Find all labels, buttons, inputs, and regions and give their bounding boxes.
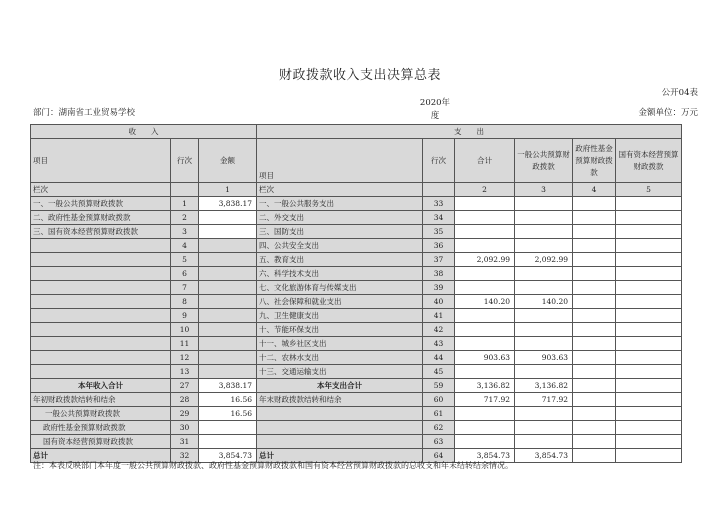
income-line-no: 11 — [171, 337, 199, 351]
gov-fund-amount — [573, 379, 616, 393]
income-item — [31, 253, 171, 267]
general-budget-amount — [515, 407, 573, 421]
income-line-no: 2 — [171, 211, 199, 225]
income-line-no: 29 — [171, 407, 199, 421]
income-item-header: 项目 — [31, 139, 171, 183]
footnote: 注：本表反映部门本年度一般公共预算财政拨款、政府性基金预算财政拨款和国有资本经营预算财政拨款的总收支和年末结转结余情况。 — [33, 461, 513, 470]
state-capital-amount — [616, 267, 682, 281]
state-capital-amount — [616, 379, 682, 393]
gov-fund-amount — [573, 239, 616, 253]
general-budget-header: 一般公共预算财政拨款 — [515, 139, 573, 183]
expense-item: 年末财政拨款结转和结余 — [257, 393, 423, 407]
income-line-no: 9 — [171, 309, 199, 323]
income-item — [31, 267, 171, 281]
income-item: 二、政府性基金预算财政拨款 — [31, 211, 171, 225]
state-capital-amount — [616, 351, 682, 365]
gov-fund-amount — [573, 393, 616, 407]
expense-line-no: 61 — [423, 407, 455, 421]
expense-total-header: 合计 — [455, 139, 515, 183]
expense-total — [455, 323, 515, 337]
income-amount — [199, 421, 257, 435]
table-row — [31, 295, 682, 309]
state-capital-amount — [616, 421, 682, 435]
general-budget-amount — [515, 281, 573, 295]
gov-fund-amount — [573, 365, 616, 379]
state-capital-amount — [616, 435, 682, 449]
gov-fund-amount — [573, 351, 616, 365]
year-line-2: 度 — [430, 111, 440, 121]
income-amount — [199, 267, 257, 281]
expense-total — [455, 337, 515, 351]
expense-item: 四、公共安全支出 — [257, 239, 423, 253]
col-index-2: 2 — [455, 183, 515, 197]
income-amount — [199, 337, 257, 351]
col-index-1: 1 — [199, 183, 257, 197]
state-capital-amount — [616, 295, 682, 309]
general-budget-amount — [515, 239, 573, 253]
state-capital-amount — [616, 309, 682, 323]
table-row — [31, 309, 682, 323]
table-row — [31, 281, 682, 295]
table-row — [31, 351, 682, 365]
income-amount: 3,838.17 — [199, 379, 257, 393]
expense-line-no: 37 — [423, 253, 455, 267]
income-amount — [199, 323, 257, 337]
table-row — [31, 393, 682, 407]
budget-table — [30, 124, 682, 463]
expense-line-no: 45 — [423, 365, 455, 379]
state-capital-amount — [616, 253, 682, 267]
gov-fund-amount — [573, 197, 616, 211]
column-header-row — [31, 139, 682, 183]
income-line-no: 31 — [171, 435, 199, 449]
state-capital-amount — [616, 449, 682, 463]
table-row — [31, 197, 682, 211]
form-code: 公开04表 — [661, 88, 698, 98]
expense-line-no: 60 — [423, 393, 455, 407]
expense-item: 七、文化旅游体育与传媒支出 — [257, 281, 423, 295]
income-line-no: 30 — [171, 421, 199, 435]
general-budget-amount — [515, 337, 573, 351]
general-budget-amount — [515, 421, 573, 435]
expense-item: 一、一般公共服务支出 — [257, 197, 423, 211]
col-index-label: 栏次 — [31, 183, 171, 197]
expense-item: 六、科学技术支出 — [257, 267, 423, 281]
income-amount — [199, 365, 257, 379]
income-line-no: 32 — [171, 449, 199, 463]
expense-item-header: 项目 — [257, 139, 423, 183]
year-line-1: 2020年 — [419, 98, 451, 108]
general-budget-amount — [515, 323, 573, 337]
income-amount — [199, 295, 257, 309]
income-amount-header: 金额 — [199, 139, 257, 183]
col-index-4: 4 — [573, 183, 616, 197]
gov-fund-amount — [573, 323, 616, 337]
income-item: 政府性基金预算财政拨款 — [31, 421, 171, 435]
amount-unit: 金额单位：万元 — [638, 108, 698, 118]
general-budget-amount: 3,136.82 — [515, 379, 573, 393]
income-amount — [199, 253, 257, 267]
expense-total — [455, 365, 515, 379]
table-row — [31, 337, 682, 351]
expense-line-header: 行次 — [423, 139, 455, 183]
expense-line-no: 38 — [423, 267, 455, 281]
state-capital-amount — [616, 393, 682, 407]
income-item — [31, 239, 171, 253]
page-title: 财政拨款收入支出决算总表 — [278, 68, 441, 83]
gov-fund-amount — [573, 211, 616, 225]
gov-fund-header: 政府性基金预算财政拨款 — [573, 139, 616, 183]
expense-total: 140.20 — [455, 295, 515, 309]
general-budget-amount — [515, 225, 573, 239]
expense-line-no: 40 — [423, 295, 455, 309]
income-item — [31, 323, 171, 337]
state-capital-header: 国有资本经营预算财政拨款 — [616, 139, 682, 183]
income-line-no: 28 — [171, 393, 199, 407]
state-capital-amount — [616, 281, 682, 295]
state-capital-amount — [616, 407, 682, 421]
gov-fund-amount — [573, 449, 616, 463]
table-row — [31, 323, 682, 337]
expense-line-no: 41 — [423, 309, 455, 323]
general-budget-amount: 140.20 — [515, 295, 573, 309]
table-row — [31, 239, 682, 253]
gov-fund-amount — [573, 407, 616, 421]
table-row — [31, 379, 682, 393]
income-section-header: 收 入 — [31, 125, 257, 139]
gov-fund-amount — [573, 435, 616, 449]
general-budget-amount: 2,092.99 — [515, 253, 573, 267]
state-capital-amount — [616, 211, 682, 225]
expense-line-no: 35 — [423, 225, 455, 239]
general-budget-amount — [515, 267, 573, 281]
expense-total — [455, 211, 515, 225]
expense-total — [455, 267, 515, 281]
expense-item: 总计 — [257, 449, 423, 463]
expense-item: 十、节能环保支出 — [257, 323, 423, 337]
income-item — [31, 337, 171, 351]
expense-line-no: 34 — [423, 211, 455, 225]
state-capital-amount — [616, 323, 682, 337]
income-amount: 16.56 — [199, 393, 257, 407]
col-index-label-exp: 栏次 — [257, 183, 423, 197]
table-row — [31, 267, 682, 281]
income-amount: 16.56 — [199, 407, 257, 421]
income-item — [31, 309, 171, 323]
income-line-no: 7 — [171, 281, 199, 295]
expense-total: 3,854.73 — [455, 449, 515, 463]
expense-item: 十二、农林水支出 — [257, 351, 423, 365]
income-amount — [199, 211, 257, 225]
income-item: 一般公共预算财政拨款 — [31, 407, 171, 421]
income-item — [31, 351, 171, 365]
income-amount — [199, 351, 257, 365]
expense-total: 3,136.82 — [455, 379, 515, 393]
expense-item: 五、教育支出 — [257, 253, 423, 267]
state-capital-amount — [616, 239, 682, 253]
income-line-no: 3 — [171, 225, 199, 239]
state-capital-amount — [616, 225, 682, 239]
table-row — [31, 365, 682, 379]
income-line-no: 12 — [171, 351, 199, 365]
expense-line-no: 36 — [423, 239, 455, 253]
expense-total — [455, 225, 515, 239]
general-budget-amount — [515, 211, 573, 225]
expense-section-header: 支 出 — [257, 125, 682, 139]
income-item: 本年收入合计 — [31, 379, 171, 393]
table-row — [31, 435, 682, 449]
gov-fund-amount — [573, 421, 616, 435]
expense-line-no: 44 — [423, 351, 455, 365]
income-item: 总计 — [31, 449, 171, 463]
gov-fund-amount — [573, 295, 616, 309]
general-budget-amount — [515, 365, 573, 379]
income-amount: 3,854.73 — [199, 449, 257, 463]
expense-line-no: 64 — [423, 449, 455, 463]
general-budget-amount: 903.63 — [515, 351, 573, 365]
fiscal-year — [418, 97, 452, 123]
income-amount — [199, 309, 257, 323]
gov-fund-amount — [573, 225, 616, 239]
income-line-no: 27 — [171, 379, 199, 393]
table-row — [31, 211, 682, 225]
general-budget-amount — [515, 309, 573, 323]
income-amount — [199, 435, 257, 449]
expense-total — [455, 309, 515, 323]
column-index-row — [31, 183, 682, 197]
state-capital-amount — [616, 337, 682, 351]
department-label: 部门：湖南省工业贸易学校 — [33, 108, 136, 118]
income-item — [31, 295, 171, 309]
expense-item: 三、国防支出 — [257, 225, 423, 239]
expense-total: 717.92 — [455, 393, 515, 407]
income-item — [31, 281, 171, 295]
expense-line-no: 62 — [423, 421, 455, 435]
expense-total — [455, 239, 515, 253]
income-line-no: 5 — [171, 253, 199, 267]
expense-line-no: 43 — [423, 337, 455, 351]
expense-total — [455, 435, 515, 449]
expense-item: 本年支出合计 — [257, 379, 423, 393]
state-capital-amount — [616, 365, 682, 379]
income-line-no: 4 — [171, 239, 199, 253]
table-row — [31, 225, 682, 239]
income-amount — [199, 225, 257, 239]
income-line-no: 13 — [171, 365, 199, 379]
col-index-5: 5 — [616, 183, 682, 197]
income-line-no: 8 — [171, 295, 199, 309]
income-amount — [199, 239, 257, 253]
general-budget-amount — [515, 197, 573, 211]
general-budget-amount: 717.92 — [515, 393, 573, 407]
income-item: 三、国有资本经营预算财政拨款 — [31, 225, 171, 239]
expense-item — [257, 407, 423, 421]
general-budget-amount — [515, 435, 573, 449]
expense-total — [455, 407, 515, 421]
gov-fund-amount — [573, 281, 616, 295]
income-line-no: 1 — [171, 197, 199, 211]
expense-line-no: 63 — [423, 435, 455, 449]
income-amount — [199, 281, 257, 295]
expense-line-no: 59 — [423, 379, 455, 393]
expense-item: 十一、城乡社区支出 — [257, 337, 423, 351]
income-item: 一、一般公共预算财政拨款 — [31, 197, 171, 211]
expense-item — [257, 421, 423, 435]
table-body — [31, 197, 682, 463]
income-amount: 3,838.17 — [199, 197, 257, 211]
table-row — [31, 421, 682, 435]
expense-total — [455, 281, 515, 295]
income-item: 年初财政拨款结转和结余 — [31, 393, 171, 407]
expense-total: 903.63 — [455, 351, 515, 365]
gov-fund-amount — [573, 267, 616, 281]
section-header-row — [31, 125, 682, 139]
expense-line-no: 42 — [423, 323, 455, 337]
income-line-header: 行次 — [171, 139, 199, 183]
table-row — [31, 253, 682, 267]
income-item: 国有资本经营预算财政拨款 — [31, 435, 171, 449]
col-index-3: 3 — [515, 183, 573, 197]
state-capital-amount — [616, 197, 682, 211]
expense-item — [257, 435, 423, 449]
expense-item: 十三、交通运输支出 — [257, 365, 423, 379]
gov-fund-amount — [573, 337, 616, 351]
expense-line-no: 39 — [423, 281, 455, 295]
expense-total — [455, 197, 515, 211]
income-item — [31, 365, 171, 379]
expense-total: 2,092.99 — [455, 253, 515, 267]
expense-item: 九、卫生健康支出 — [257, 309, 423, 323]
expense-total — [455, 421, 515, 435]
table-row — [31, 407, 682, 421]
expense-item: 八、社会保障和就业支出 — [257, 295, 423, 309]
gov-fund-amount — [573, 309, 616, 323]
income-line-no: 6 — [171, 267, 199, 281]
general-budget-amount: 3,854.73 — [515, 449, 573, 463]
expense-item: 二、外交支出 — [257, 211, 423, 225]
gov-fund-amount — [573, 253, 616, 267]
income-line-no: 10 — [171, 323, 199, 337]
expense-line-no: 33 — [423, 197, 455, 211]
